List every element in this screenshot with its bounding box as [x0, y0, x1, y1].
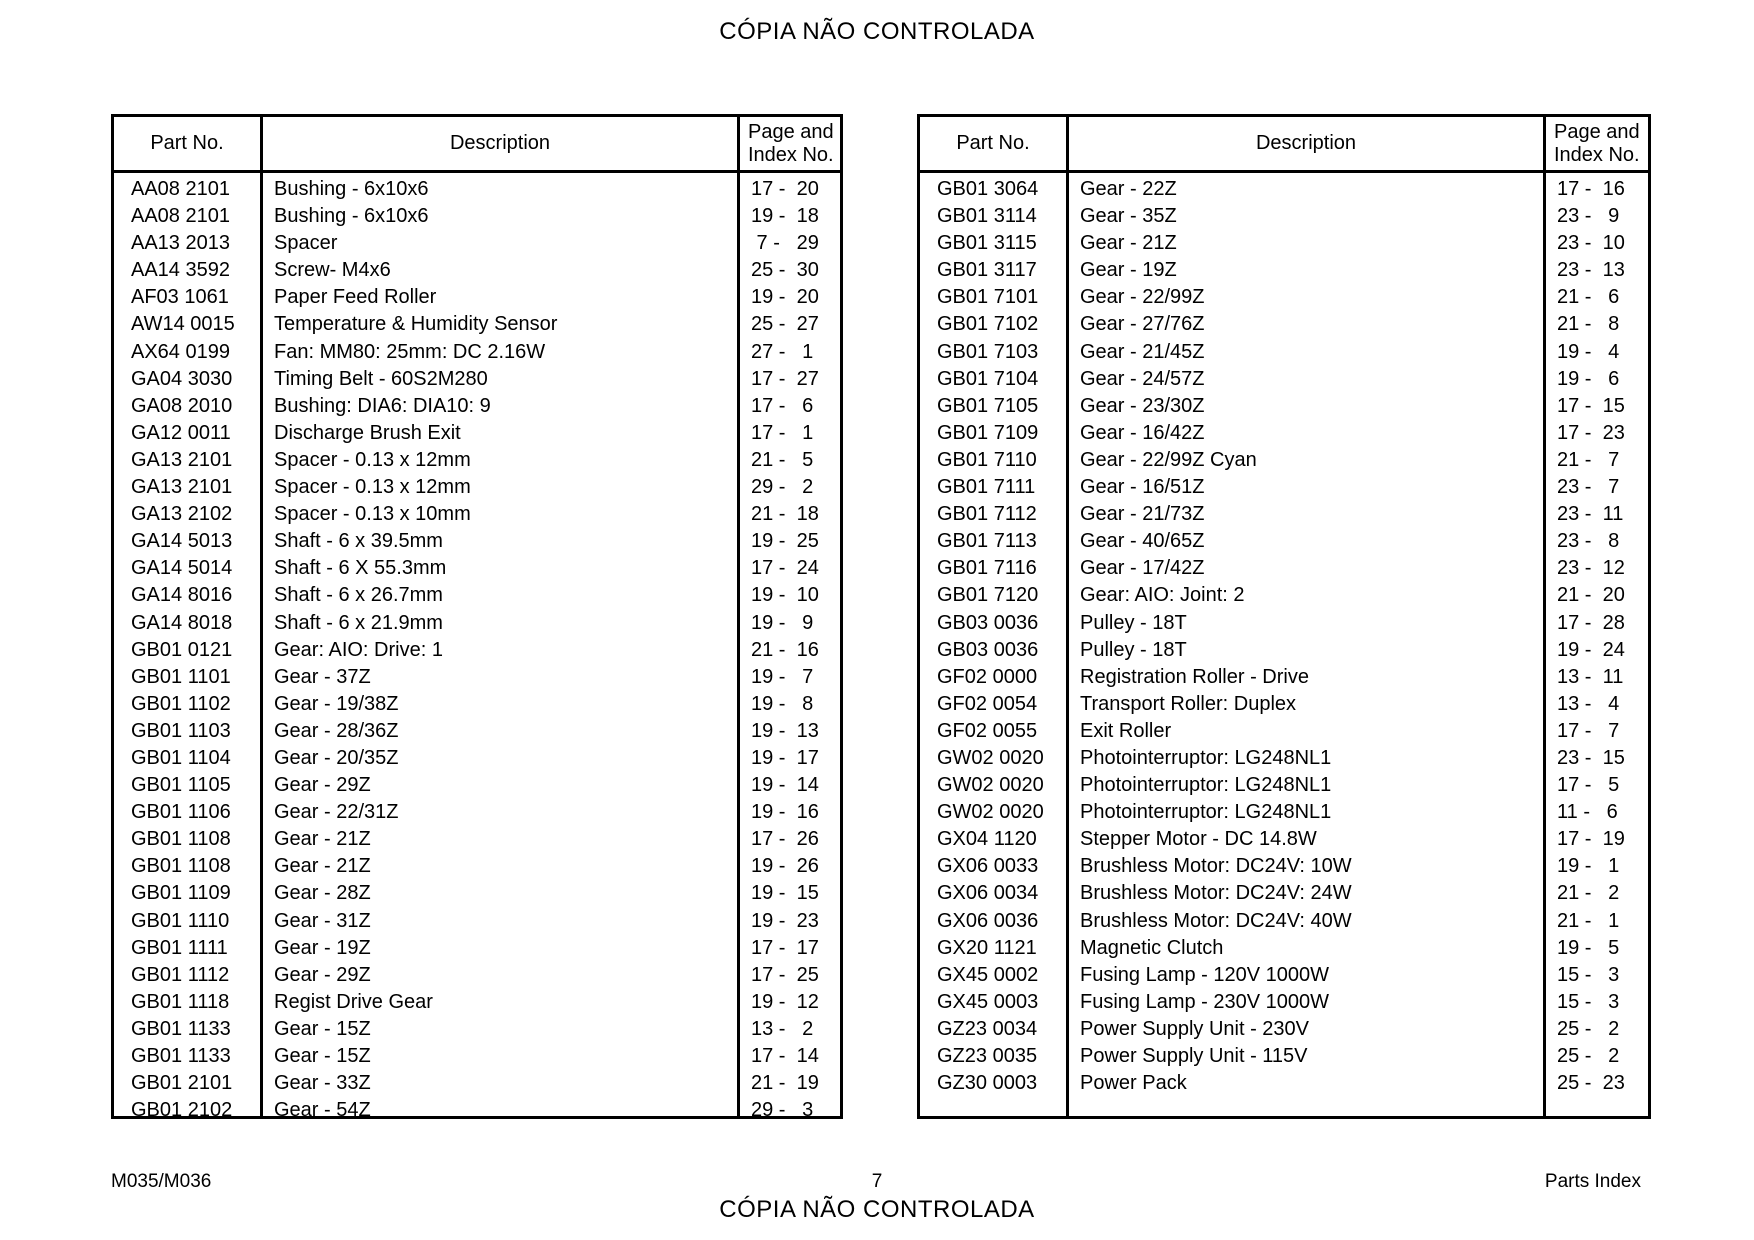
part-number-cell: GA14 5013 — [131, 530, 233, 553]
table-row — [920, 176, 1648, 203]
description-cell: Gear - 15Z — [274, 1017, 371, 1040]
page-index-cell: 19 - 6 — [1557, 367, 1620, 390]
table-row — [920, 474, 1648, 501]
part-number-cell: GA12 0011 — [131, 421, 231, 444]
part-number-cell: GB01 1106 — [131, 801, 231, 824]
table-row — [920, 772, 1648, 799]
table-row — [114, 230, 840, 257]
part-number-cell: GX20 1121 — [937, 936, 1037, 959]
page-index-cell: 17 - 15 — [1557, 394, 1625, 417]
description-cell: Power Supply Unit - 115V — [1080, 1045, 1308, 1067]
part-number-cell: GA13 2102 — [131, 503, 233, 526]
description-cell: Registration Roller - Drive — [1080, 665, 1309, 688]
page-index-cell: 19 - 18 — [751, 205, 819, 228]
parts-table-right — [917, 114, 1651, 1119]
page-index-cell: 19 - 20 — [751, 286, 819, 309]
description-cell: Shaft - 6 X 55.3mm — [274, 557, 447, 580]
table-row — [920, 555, 1648, 582]
part-number-cell: GB01 7109 — [937, 421, 1039, 444]
description-cell: Spacer - 0.13 x 12mm — [274, 476, 471, 499]
table-row — [920, 420, 1648, 447]
page-index-cell: 19 - 1 — [1557, 855, 1620, 878]
part-number-cell: GX04 1120 — [937, 828, 1037, 851]
part-number-cell: GA13 2101 — [131, 476, 233, 499]
description-cell: Photointerruptor: LG248NL1 — [1080, 746, 1332, 769]
description-cell: Gear - 31Z — [274, 909, 371, 932]
page-index-cell: 23 - 7 — [1557, 476, 1620, 499]
table-row — [114, 257, 840, 284]
page-index-cell: 23 - 11 — [1557, 503, 1624, 526]
description-cell: Power Supply Unit - 230V — [1080, 1017, 1310, 1040]
description-cell: Fusing Lamp - 230V 1000W — [1080, 990, 1330, 1013]
table-row — [920, 691, 1648, 718]
page-index-cell: 13 - 2 — [751, 1017, 814, 1040]
part-number-cell: GW02 0020 — [937, 801, 1044, 824]
header-page-index-line1: Page and — [748, 120, 834, 143]
page-index-cell: 19 - 5 — [1557, 936, 1620, 959]
table-row — [114, 176, 840, 203]
table-row — [114, 691, 840, 718]
description-cell: Gear - 21Z — [274, 855, 371, 878]
description-cell: Gear - 22/99Z Cyan — [1080, 448, 1257, 471]
table-row — [114, 610, 840, 637]
description-cell: Gear - 28Z — [274, 882, 371, 905]
part-number-cell: GB01 7112 — [937, 503, 1037, 526]
table-row — [920, 610, 1648, 637]
table-header — [114, 117, 840, 173]
description-cell: Gear - 21Z — [274, 828, 371, 851]
table-row — [114, 962, 840, 989]
description-cell: Gear - 37Z — [274, 665, 371, 688]
page-index-cell: 21 - 5 — [751, 448, 814, 471]
table-row — [920, 582, 1648, 609]
part-number-cell: AA08 2101 — [131, 178, 230, 200]
description-cell: Bushing - 6x10x6 — [274, 178, 429, 200]
table-row — [920, 664, 1648, 691]
description-cell: Photointerruptor: LG248NL1 — [1080, 801, 1332, 824]
description-cell: Gear - 21/45Z — [1080, 340, 1205, 363]
page-index-cell: 19 - 23 — [751, 909, 819, 932]
page-index-cell: 17 - 24 — [751, 557, 819, 580]
page-index-cell: 23 - 13 — [1557, 259, 1625, 282]
table-row — [114, 1070, 840, 1097]
part-number-cell: GB03 0036 — [937, 638, 1039, 661]
page-index-cell: 19 - 15 — [751, 882, 819, 905]
part-number-cell: GW02 0020 — [937, 774, 1044, 797]
table-row — [920, 799, 1648, 826]
part-number-cell: GB01 1101 — [131, 665, 231, 688]
table-row — [920, 339, 1648, 366]
part-number-cell: GB01 2101 — [131, 1072, 233, 1095]
part-number-cell: GB01 7110 — [937, 448, 1037, 471]
table-row — [114, 582, 840, 609]
header-description: Description — [449, 132, 551, 154]
part-number-cell: GB01 2102 — [131, 1099, 233, 1122]
table-row — [920, 826, 1648, 853]
description-cell: Gear - 33Z — [274, 1072, 371, 1095]
header-page-index-line1: Page and — [1554, 120, 1640, 143]
description-cell: Pulley - 18T — [1080, 638, 1187, 661]
page-index-cell: 17 - 7 — [1557, 719, 1620, 742]
header-page-index-line2: Index No. — [1554, 143, 1640, 166]
table-row — [114, 339, 840, 366]
page-index-cell: 21 - 8 — [1557, 313, 1620, 336]
page-index-cell: 17 - 25 — [751, 963, 819, 986]
page-index-cell: 23 - 12 — [1557, 557, 1625, 580]
description-cell: Pulley - 18T — [1080, 611, 1187, 634]
table-row — [920, 880, 1648, 907]
page-index-cell: 17 - 6 — [751, 394, 814, 417]
table-row — [920, 718, 1648, 745]
description-cell: Gear - 21Z — [1080, 232, 1177, 255]
part-number-cell: GB01 3117 — [937, 259, 1037, 282]
description-cell: Power Pack — [1080, 1072, 1187, 1095]
table-row — [114, 853, 840, 880]
description-cell: Stepper Motor - DC 14.8W — [1080, 828, 1317, 851]
part-number-cell: GB01 7102 — [937, 313, 1039, 336]
table-row — [114, 1097, 840, 1124]
table-row — [114, 935, 840, 962]
page-index-cell: 19 - 8 — [751, 692, 814, 715]
table-row — [920, 989, 1648, 1016]
part-number-cell: AW14 0015 — [131, 313, 235, 336]
table-row — [114, 745, 840, 772]
table-row — [920, 366, 1648, 393]
header-part-no: Part No. — [956, 132, 1030, 154]
page-index-cell: 21 - 18 — [751, 503, 819, 526]
page-index-cell: 17 - 16 — [1557, 178, 1625, 200]
page-index-cell: 15 - 3 — [1557, 990, 1620, 1013]
page-index-cell: 23 - 10 — [1557, 232, 1625, 255]
part-number-cell: GB01 7116 — [937, 557, 1037, 580]
page-index-cell: 15 - 3 — [1557, 963, 1620, 986]
part-number-cell: GA13 2101 — [131, 448, 233, 471]
table-row — [114, 664, 840, 691]
description-cell: Fan: MM80: 25mm: DC 2.16W — [274, 340, 546, 363]
description-cell: Gear - 23/30Z — [1080, 394, 1205, 417]
page-index-cell: 19 - 24 — [1557, 638, 1625, 661]
table-body — [920, 176, 1648, 1097]
part-number-cell: GZ30 0003 — [937, 1072, 1038, 1095]
description-cell: Gear - 19Z — [274, 936, 371, 959]
table-row — [920, 393, 1648, 420]
description-cell: Shaft - 6 x 26.7mm — [274, 584, 443, 607]
table-row — [114, 203, 840, 230]
part-number-cell: GA04 3030 — [131, 367, 233, 390]
page-index-cell: 19 - 13 — [751, 719, 819, 742]
page-index-cell: 23 - 8 — [1557, 530, 1620, 553]
part-number-cell: AA13 2013 — [131, 232, 230, 255]
page-index-cell: 23 - 9 — [1557, 205, 1620, 228]
page-index-cell: 21 - 16 — [751, 638, 819, 661]
table-row — [114, 447, 840, 474]
page-index-cell: 19 - 16 — [751, 801, 819, 824]
table-row — [920, 853, 1648, 880]
part-number-cell: GB01 7120 — [937, 584, 1039, 607]
part-number-cell: GF02 0055 — [937, 719, 1038, 742]
description-cell: Gear - 15Z — [274, 1045, 371, 1067]
part-number-cell: GB01 7104 — [937, 367, 1039, 390]
table-row — [920, 257, 1648, 284]
header-part-no: Part No. — [150, 132, 224, 154]
page-index-cell: 21 - 1 — [1557, 909, 1620, 932]
description-cell: Gear - 20/35Z — [274, 746, 399, 769]
part-number-cell: GB01 1105 — [131, 774, 231, 797]
part-number-cell: GB01 1102 — [131, 692, 231, 715]
part-number-cell: GB01 7113 — [937, 530, 1037, 553]
table-row — [114, 826, 840, 853]
part-number-cell: GB01 7101 — [937, 286, 1039, 309]
description-cell: Spacer — [274, 232, 338, 255]
part-number-cell: GX06 0034 — [937, 882, 1039, 905]
table-row — [114, 772, 840, 799]
part-number-cell: GB01 1103 — [131, 719, 231, 742]
table-row — [114, 393, 840, 420]
part-number-cell: GF02 0000 — [937, 665, 1038, 688]
part-number-cell: GF02 0054 — [937, 692, 1038, 715]
description-cell: Shaft - 6 x 21.9mm — [274, 611, 443, 634]
table-body — [114, 176, 840, 1124]
table-row — [920, 962, 1648, 989]
table-header — [920, 117, 1648, 173]
description-cell: Gear - 24/57Z — [1080, 367, 1205, 390]
page-index-cell: 25 - 30 — [751, 259, 819, 282]
watermark-top: CÓPIA NÃO CONTROLADA — [719, 18, 1035, 45]
description-cell: Gear - 22/99Z — [1080, 286, 1205, 309]
page-index-cell: 17 - 19 — [1557, 828, 1625, 851]
table-row — [114, 718, 840, 745]
part-number-cell: GB01 3064 — [937, 178, 1039, 200]
table-row — [114, 284, 840, 311]
part-number-cell: GB01 1111 — [131, 936, 228, 959]
part-number-cell: GB01 7103 — [937, 340, 1039, 363]
table-row — [114, 880, 840, 907]
part-number-cell: GB03 0036 — [937, 611, 1039, 634]
footer-page-number: 7 — [871, 1171, 883, 1192]
table-row — [114, 474, 840, 501]
description-cell: Gear - 29Z — [274, 963, 371, 986]
description-cell: Exit Roller — [1080, 719, 1172, 742]
description-cell: Brushless Motor: DC24V: 40W — [1080, 909, 1352, 932]
table-row — [920, 1070, 1648, 1097]
description-cell: Timing Belt - 60S2M280 — [274, 367, 488, 390]
page-index-cell: 17 - 20 — [751, 178, 819, 200]
table-row — [920, 1016, 1648, 1043]
description-cell: Gear - 17/42Z — [1080, 557, 1205, 580]
part-number-cell: GB01 1108 — [131, 828, 231, 851]
table-row — [920, 311, 1648, 338]
page-index-cell: 17 - 28 — [1557, 611, 1625, 634]
part-number-cell: GA08 2010 — [131, 394, 233, 417]
table-row — [920, 1043, 1648, 1070]
description-cell: Photointerruptor: LG248NL1 — [1080, 774, 1332, 797]
table-row — [114, 637, 840, 664]
table-row — [920, 637, 1648, 664]
part-number-cell: GB01 7105 — [937, 394, 1039, 417]
part-number-cell: GB01 1109 — [131, 882, 231, 905]
description-cell: Gear - 19Z — [1080, 259, 1177, 282]
page-index-cell: 25 - 27 — [751, 313, 819, 336]
description-cell: Brushless Motor: DC24V: 24W — [1080, 882, 1352, 905]
part-number-cell: GB01 1118 — [131, 990, 230, 1013]
part-number-cell: GB01 1110 — [131, 909, 230, 932]
part-number-cell: GB01 1133 — [131, 1017, 231, 1040]
table-row — [920, 908, 1648, 935]
page-index-cell: 13 - 4 — [1557, 692, 1620, 715]
description-cell: Gear - 16/42Z — [1080, 421, 1205, 444]
page-index-cell: 21 - 7 — [1557, 448, 1620, 471]
page-index-cell: 13 - 11 — [1557, 665, 1624, 688]
page-index-cell: 21 - 6 — [1557, 286, 1620, 309]
page-index-cell: 19 - 12 — [751, 990, 819, 1013]
description-cell: Gear - 22/31Z — [274, 801, 399, 824]
part-number-cell: GB01 1108 — [131, 855, 231, 878]
table-row — [920, 501, 1648, 528]
part-number-cell: GB01 7111 — [937, 476, 1036, 499]
description-cell: Brushless Motor: DC24V: 10W — [1080, 855, 1352, 878]
description-cell: Gear: AIO: Joint: 2 — [1080, 584, 1245, 607]
table-row — [920, 203, 1648, 230]
part-number-cell: GB01 1133 — [131, 1045, 231, 1067]
description-cell: Gear - 54Z — [274, 1099, 371, 1122]
parts-table-left — [111, 114, 843, 1122]
table-row — [920, 745, 1648, 772]
page-index-cell: 23 - 15 — [1557, 746, 1625, 769]
page-index-cell: 25 - 23 — [1557, 1072, 1625, 1095]
page-index-cell: 19 - 25 — [751, 530, 819, 553]
page-index-cell: 17 - 26 — [751, 828, 819, 851]
part-number-cell: GB01 0121 — [131, 638, 233, 661]
description-cell: Gear - 19/38Z — [274, 692, 399, 715]
footer-section: Parts Index — [1544, 1171, 1641, 1192]
description-cell: Regist Drive Gear — [274, 990, 433, 1013]
part-number-cell: GA14 8018 — [131, 611, 233, 634]
part-number-cell: GA14 8016 — [131, 584, 233, 607]
description-cell: Spacer - 0.13 x 12mm — [274, 448, 471, 471]
page-index-cell: 17 - 14 — [751, 1045, 819, 1067]
table-row — [114, 528, 840, 555]
page-index-cell: 17 - 27 — [751, 367, 819, 390]
part-number-cell: AA14 3592 — [131, 259, 230, 282]
page-index-cell: 19 - 10 — [751, 584, 819, 607]
description-cell: Bushing - 6x10x6 — [274, 205, 429, 228]
part-number-cell: GB01 3114 — [937, 205, 1037, 228]
part-number-cell: AA08 2101 — [131, 205, 230, 228]
part-number-cell: GX45 0003 — [937, 990, 1039, 1013]
page-index-cell: 17 - 23 — [1557, 421, 1625, 444]
table-row — [920, 230, 1648, 257]
part-number-cell: GZ23 0035 — [937, 1045, 1038, 1067]
table-row — [114, 1016, 840, 1043]
page-index-cell: 7 - 29 — [751, 232, 819, 255]
header-description: Description — [1255, 132, 1357, 154]
part-number-cell: GB01 3115 — [937, 232, 1037, 255]
page-index-cell: 19 - 9 — [751, 611, 814, 634]
description-cell: Gear - 28/36Z — [274, 719, 399, 742]
part-number-cell: GW02 0020 — [937, 746, 1044, 769]
part-number-cell: GA14 5014 — [131, 557, 233, 580]
page-index-cell: 29 - 3 — [751, 1099, 814, 1122]
description-cell: Spacer - 0.13 x 10mm — [274, 503, 471, 526]
page-index-cell: 11 - 6 — [1557, 801, 1618, 824]
page-index-cell: 17 - 5 — [1557, 774, 1620, 797]
part-number-cell: GX45 0002 — [937, 963, 1039, 986]
page-index-cell: 19 - 17 — [751, 746, 819, 769]
description-cell: Magnetic Clutch — [1080, 936, 1224, 959]
page-index-cell: 17 - 1 — [751, 421, 814, 444]
part-number-cell: GZ23 0034 — [937, 1017, 1038, 1040]
table-row — [114, 311, 840, 338]
page-index-cell: 19 - 14 — [751, 774, 819, 797]
description-cell: Fusing Lamp - 120V 1000W — [1080, 963, 1330, 986]
part-number-cell: AX64 0199 — [131, 340, 230, 363]
description-cell: Paper Feed Roller — [274, 286, 437, 309]
page-index-cell: 19 - 26 — [751, 855, 819, 878]
watermark-bottom: CÓPIA NÃO CONTROLADA — [719, 1196, 1035, 1223]
description-cell: Gear - 35Z — [1080, 205, 1177, 228]
part-number-cell: GB01 1112 — [131, 963, 230, 986]
description-cell: Gear: AIO: Drive: 1 — [274, 638, 443, 661]
part-number-cell: GB01 1104 — [131, 746, 231, 769]
table-row — [114, 501, 840, 528]
page-index-cell: 19 - 7 — [751, 665, 814, 688]
page-index-cell: 25 - 2 — [1557, 1045, 1620, 1067]
table-row — [920, 447, 1648, 474]
table-row — [920, 935, 1648, 962]
page-index-cell: 21 - 20 — [1557, 584, 1625, 607]
description-cell: Discharge Brush Exit — [274, 421, 461, 444]
page-index-cell: 17 - 17 — [751, 936, 819, 959]
description-cell: Screw- M4x6 — [274, 259, 391, 282]
description-cell: Shaft - 6 x 39.5mm — [274, 530, 443, 553]
table-row — [114, 799, 840, 826]
header-page-index-line2: Index No. — [748, 143, 834, 166]
table-row — [114, 366, 840, 393]
part-number-cell: AF03 1061 — [131, 286, 229, 309]
description-cell: Gear - 16/51Z — [1080, 476, 1205, 499]
table-row — [114, 420, 840, 447]
page-index-cell: 21 - 19 — [751, 1072, 819, 1095]
description-cell: Transport Roller: Duplex — [1080, 692, 1297, 715]
header-page-index — [1546, 117, 1649, 170]
page-index-cell: 19 - 4 — [1557, 340, 1620, 363]
description-cell: Temperature & Humidity Sensor — [274, 313, 558, 336]
page-index-cell: 29 - 2 — [751, 476, 814, 499]
footer-model: M035/M036 — [111, 1171, 212, 1192]
page-index-cell: 27 - 1 — [751, 340, 814, 363]
part-number-cell: GX06 0036 — [937, 909, 1039, 932]
table-row — [114, 1043, 840, 1070]
description-cell: Bushing: DIA6: DIA10: 9 — [274, 394, 491, 417]
part-number-cell: GX06 0033 — [937, 855, 1039, 878]
table-row — [920, 284, 1648, 311]
page-index-cell: 21 - 2 — [1557, 882, 1620, 905]
header-page-index — [740, 117, 843, 170]
description-cell: Gear - 40/65Z — [1080, 530, 1205, 553]
description-cell: Gear - 22Z — [1080, 178, 1177, 200]
description-cell: Gear - 21/73Z — [1080, 503, 1205, 526]
description-cell: Gear - 29Z — [274, 774, 371, 797]
table-row — [114, 555, 840, 582]
table-row — [114, 908, 840, 935]
table-row — [114, 989, 840, 1016]
page-index-cell: 25 - 2 — [1557, 1017, 1620, 1040]
description-cell: Gear - 27/76Z — [1080, 313, 1205, 336]
table-row — [920, 528, 1648, 555]
